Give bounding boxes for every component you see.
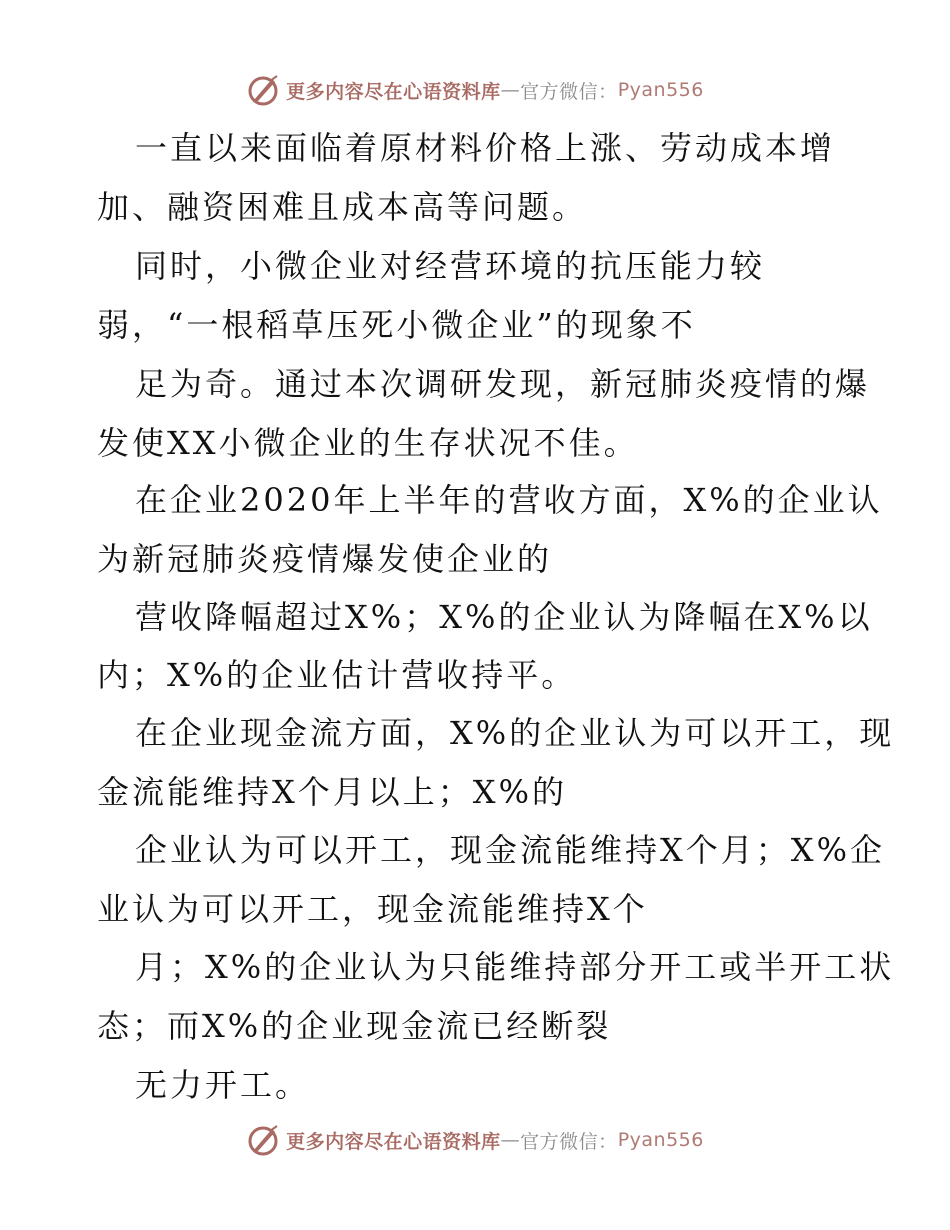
paragraph-line: 发使XX小微企业的生存状况不佳。: [97, 424, 639, 462]
watermark-text: 更多内容尽在心语资料库: [286, 1130, 501, 1153]
paragraph-line: 一直以来面临着原材料价格上涨、劳动成本增: [135, 129, 836, 167]
paragraph-line: 同时，小微企业对经营环境的抗压能力较: [135, 247, 766, 285]
paragraph-line: 弱，“一根稻草压死小微企业”的现象不: [97, 306, 696, 344]
paragraph-line: 在企业2020年上半年的营收方面，X%的企业认: [135, 481, 883, 519]
paragraph-line: 金流能维持X个月以上；X%的: [97, 773, 567, 811]
paragraph-line: 为新冠肺炎疫情爆发使企业的: [97, 540, 553, 578]
watermark-banner-top: [0, 70, 950, 110]
quill-logo-icon: [246, 73, 280, 107]
paragraph-line: 业认为可以开工，现金流能维持X个: [97, 890, 648, 928]
paragraph-line: 企业认为可以开工，现金流能维持X个月；X%企: [135, 831, 885, 869]
paragraph-line: 营收降幅超过X%；X%的企业认为降幅在X%以: [135, 598, 873, 636]
watermark-label: 官方微信：: [520, 80, 618, 103]
paragraph-line: 内；X%的企业估计营收持平。: [97, 656, 577, 694]
paragraph-line: 态；而X%的企业现金流已经断裂: [97, 1007, 612, 1045]
paragraph-line: 月；X%的企业认为只能维持部分开工或半开工状: [135, 948, 895, 986]
watermark-text: 更多内容尽在心语资料库: [286, 80, 501, 103]
watermark-id: Pyan556: [617, 1129, 704, 1151]
watermark-label: 官方微信：: [520, 1130, 618, 1153]
watermark-banner-bottom: [0, 1120, 950, 1160]
quill-logo-icon: [246, 1123, 280, 1157]
paragraph-line: 无力开工。: [135, 1066, 311, 1104]
paragraph-line: 加、融资困难且成本高等问题。: [97, 188, 588, 226]
watermark-dash: —: [500, 79, 521, 101]
watermark-id: Pyan556: [617, 79, 704, 101]
paragraph-line: 足为奇。通过本次调研发现，新冠肺炎疫情的爆: [135, 365, 871, 403]
paragraph-line: 在企业现金流方面，X%的企业认为可以开工，现: [135, 714, 895, 752]
watermark-dash: —: [500, 1129, 521, 1151]
